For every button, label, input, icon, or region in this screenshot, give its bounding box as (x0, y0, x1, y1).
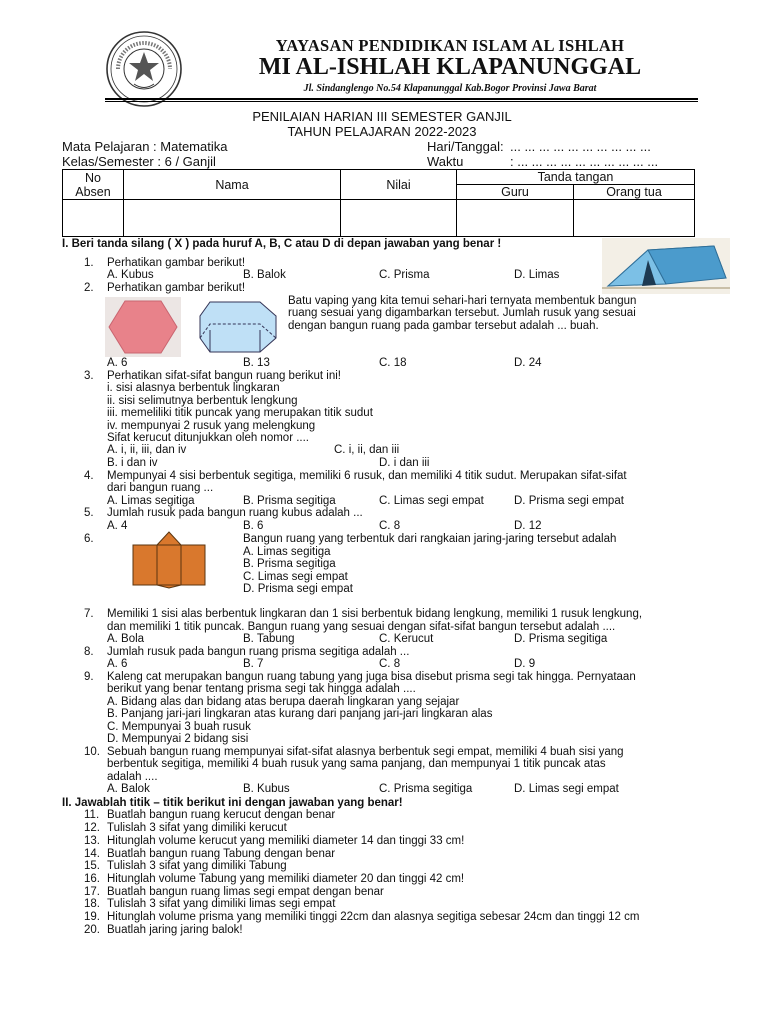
q7-number: 7. (84, 608, 94, 620)
q2-option-b[interactable]: B. 13 (243, 357, 270, 369)
q3-option-a[interactable]: A. i, ii, iii, dan iv (107, 444, 187, 456)
q8-option-b[interactable]: B. 7 (243, 658, 264, 670)
q8-option-c[interactable]: C. 8 (379, 658, 401, 670)
q3-number: 3. (84, 370, 94, 382)
col-nilai: Nilai (341, 170, 457, 200)
cell-nilai-input[interactable] (341, 200, 457, 237)
cell-absen-input[interactable] (63, 200, 124, 237)
q1-option-a[interactable]: A. Kubus (107, 269, 154, 281)
q3-item-iv: iv. mempunyai 2 rusuk yang melengkung (107, 420, 316, 432)
essay-number: 14. (84, 848, 100, 860)
tent-image (602, 238, 730, 294)
q10-text-line2: berbentuk segitiga, memiliki 4 buah rusuk yang sama panjang, dan mempunyai 1 titik puncak atas (107, 758, 606, 770)
q4-text-line1: Mempunyai 4 sisi berbentuk segitiga, memiliki 6 rusuk, dan memiliki 4 titik sudut. Merupakan sifat-sifat (107, 470, 627, 482)
essay-number: 11. (84, 809, 100, 821)
class-label: Kelas/Semester : 6 / Ganjil (62, 154, 216, 169)
q9-number: 9. (84, 671, 94, 683)
q10-option-c[interactable]: C. Prisma segitiga (379, 783, 473, 795)
q4-option-d[interactable]: D. Prisma segi empat (514, 495, 624, 507)
q2-desc-line1: Batu vaping yang kita temui sehari-hari ternyata membentuk bangun (288, 295, 637, 307)
essay-question: Buatlah jaring jaring balok! (107, 924, 243, 936)
header-rule-thin (105, 101, 698, 102)
q2-option-c[interactable]: C. 18 (379, 357, 407, 369)
col-nama: Nama (124, 170, 341, 200)
q4-option-a[interactable]: A. Limas segitiga (107, 495, 195, 507)
q10-option-a[interactable]: A. Balok (107, 783, 150, 795)
essay-number: 20. (84, 924, 100, 936)
essay-question: Hitunglah volume prisma yang memiliki tinggi 22cm dan alasnya segitiga sebesar 24cm dan tinggi 12 cm (107, 911, 640, 923)
q9-option-a[interactable]: A. Bidang alas dan bidang atas berupa daerah lingkaran yang sejajar (107, 696, 460, 708)
section2-heading: II. Jawablah titik – titik berikut ini dengan jawaban yang benar! (62, 797, 403, 809)
q1-number: 1. (84, 257, 94, 269)
day-label: Hari/Tanggal: (427, 139, 504, 154)
q5-option-c[interactable]: C. 8 (379, 520, 401, 532)
exam-year: TAHUN PELAJARAN 2022-2023 (287, 124, 477, 139)
q7-text-line1: Memiliki 1 sisi alas berbentuk lingkaran dan 1 sisi berbentuk bidang lengkung, memiliki 1 rusuk lengkung, (107, 608, 643, 620)
q2-number: 2. (84, 282, 94, 294)
q9-option-c[interactable]: C. Mempunyai 3 buah rusuk (107, 721, 251, 733)
identity-table (62, 169, 695, 237)
q3-option-b[interactable]: B. i dan iv (107, 457, 158, 469)
q8-text: Jumlah rusuk pada bangun ruang prisma segitiga adalah ... (107, 646, 410, 658)
q4-text-line2: dari bangun ruang ... (107, 482, 214, 494)
q5-option-a[interactable]: A. 4 (107, 520, 128, 532)
essay-number: 18. (84, 898, 100, 910)
essay-question: Buatlah bangun ruang limas segi empat dengan benar (107, 886, 384, 898)
q5-text: Jumlah rusuk pada bangun ruang kubus adalah ... (107, 507, 363, 519)
q7-option-c[interactable]: C. Kerucut (379, 633, 434, 645)
foundation-name: YAYASAN PENDIDIKAN ISLAM AL ISHLAH (275, 36, 625, 55)
essay-question: Hitunglah volume Tabung yang memiliki diameter 20 dan tinggi 42 cm! (107, 873, 465, 885)
q6-text: Bangun ruang yang terbentuk dari rangkaian jaring-jaring tersebut adalah (243, 533, 617, 545)
essay-question: Hitunglah volume kerucut yang memiliki diameter 14 dan tinggi 33 cm! (107, 835, 465, 847)
school-address: Jl. Sindanglengo No.54 Klapanunggal Kab.Bogor Provinsi Jawa Barat (303, 83, 597, 94)
q4-option-b[interactable]: B. Prisma segitiga (243, 495, 336, 507)
col-no-absen: No Absen (63, 170, 124, 200)
col-guru: Guru (457, 185, 574, 200)
essay-number: 15. (84, 860, 100, 872)
q9-option-d[interactable]: D. Mempunyai 2 bidang sisi (107, 733, 249, 745)
essay-question: Buatlah bangun ruang kerucut dengan benar (107, 809, 336, 821)
essay-question: Tulislah 3 sifat yang dimiliki limas segi empat (107, 898, 336, 910)
q6-option-d[interactable]: D. Prisma segi empat (243, 583, 353, 595)
q6-number: 6. (84, 533, 94, 545)
q7-option-b[interactable]: B. Tabung (243, 633, 295, 645)
q4-option-c[interactable]: C. Limas segi empat (379, 495, 484, 507)
col-orang-tua: Orang tua (574, 185, 695, 200)
school-name: MI AL-ISHLAH KLAPANUNGGAL (258, 54, 642, 80)
time-field[interactable]: : ... ... ... ... ... ... ... ... ... ... (510, 154, 659, 169)
q8-option-a[interactable]: A. 6 (107, 658, 128, 670)
q7-option-a[interactable]: A. Bola (107, 633, 145, 645)
q5-option-d[interactable]: D. 12 (514, 520, 542, 532)
exam-title: PENILAIAN HARIAN III SEMESTER GANJIL (252, 109, 512, 124)
cell-ortu-sign[interactable] (574, 200, 695, 237)
q3-item-i: i. sisi alasnya berbentuk lingkaran (107, 382, 280, 394)
q2-desc-line3: dengan bangun ruang pada gambar tersebut adalah ... buah. (288, 320, 599, 332)
essay-question: Buatlah bangun ruang Tabung dengan benar (107, 848, 336, 860)
q1-text: Perhatikan gambar berikut! (107, 257, 246, 269)
q2-text: Perhatikan gambar berikut! (107, 282, 246, 294)
q8-option-d[interactable]: D. 9 (514, 658, 536, 670)
q7-option-d[interactable]: D. Prisma segitiga (514, 633, 608, 645)
q2-option-a[interactable]: A. 6 (107, 357, 128, 369)
col-tanda-tangan: Tanda tangan (457, 170, 695, 185)
essay-question: Tulislah 3 sifat yang dimiliki kerucut (107, 822, 287, 834)
q10-number: 10. (84, 746, 100, 758)
essay-number: 12. (84, 822, 100, 834)
hexagonal-prism-image (196, 298, 284, 356)
q6-option-c[interactable]: C. Limas segi empat (243, 571, 348, 583)
cell-guru-sign[interactable] (457, 200, 574, 237)
essay-number: 16. (84, 873, 100, 885)
section1-heading: I. Beri tanda silang ( X ) pada huruf A, B, C atau D di depan jawaban yang benar ! (62, 238, 502, 250)
q6-option-b[interactable]: B. Prisma segitiga (243, 558, 336, 570)
header-rule-thick (105, 98, 698, 100)
q1-option-b[interactable]: B. Balok (243, 269, 286, 281)
essay-question: Tulislah 3 sifat yang dimiliki Tabung (107, 860, 287, 872)
essay-number: 19. (84, 911, 100, 923)
q9-option-b[interactable]: B. Panjang jari-jari lingkaran atas kurang dari panjang jari-jari lingkaran alas (107, 708, 493, 720)
essay-number: 13. (84, 835, 100, 847)
q1-option-d[interactable]: D. Limas (514, 269, 560, 281)
q3-text: Perhatikan sifat-sifat bangun ruang berikut ini! (107, 370, 341, 382)
q10-option-d[interactable]: D. Limas segi empat (514, 783, 619, 795)
q3-item-ii: ii. sisi selimutnya berbentuk lengkung (107, 395, 298, 407)
q10-text-line3: adalah .... (107, 771, 158, 783)
q10-text-line1: Sebuah bangun ruang mempunyai sifat-sifat alasnya berbentuk segi empat, memiliki 4 buah sisi yang (107, 746, 624, 758)
q10-option-b[interactable]: B. Kubus (243, 783, 290, 795)
q5-option-b[interactable]: B. 6 (243, 520, 264, 532)
subject-label: Mata Pelajaran : Matematika (62, 139, 228, 154)
cell-nama-input[interactable] (124, 200, 341, 237)
q4-number: 4. (84, 470, 94, 482)
day-field[interactable]: ... ... ... ... ... ... ... ... ... ... (510, 139, 651, 154)
q3-item-iii: iii. memeliliki titik puncak yang merupakan titik sudut (107, 407, 373, 419)
essay-number: 17. (84, 886, 100, 898)
q8-number: 8. (84, 646, 94, 658)
hexagon-stone-image (105, 297, 181, 357)
prism-net-image (132, 531, 208, 589)
q3-option-c[interactable]: C. i, ii, dan iii (334, 444, 400, 456)
q1-option-c[interactable]: C. Prisma (379, 269, 430, 281)
q9-text-line2: berikut yang benar tentang prisma segi tak hingga adalah .... (107, 683, 416, 695)
q2-desc-line2: ruang sesuai yang digambarkan tersebut. Jumlah rusuk yang sesuai (288, 307, 636, 319)
q5-number: 5. (84, 507, 94, 519)
q9-text-line1: Kaleng cat merupakan bangun ruang tabung yang juga bisa disebut prisma segi tak hingga. Pernyataan (107, 671, 636, 683)
q3-ask: Sifat kerucut ditunjukkan oleh nomor .... (107, 432, 309, 444)
q3-option-d[interactable]: D. i dan iii (379, 457, 430, 469)
time-label: Waktu (427, 154, 464, 169)
q2-option-d[interactable]: D. 24 (514, 357, 542, 369)
q6-option-a[interactable]: A. Limas segitiga (243, 546, 331, 558)
q7-text-line2: dan memiliki 1 titik puncak. Bangun ruang yang sesuai dengan sifat-sifat bangun tersebut adalah .... (107, 621, 616, 633)
